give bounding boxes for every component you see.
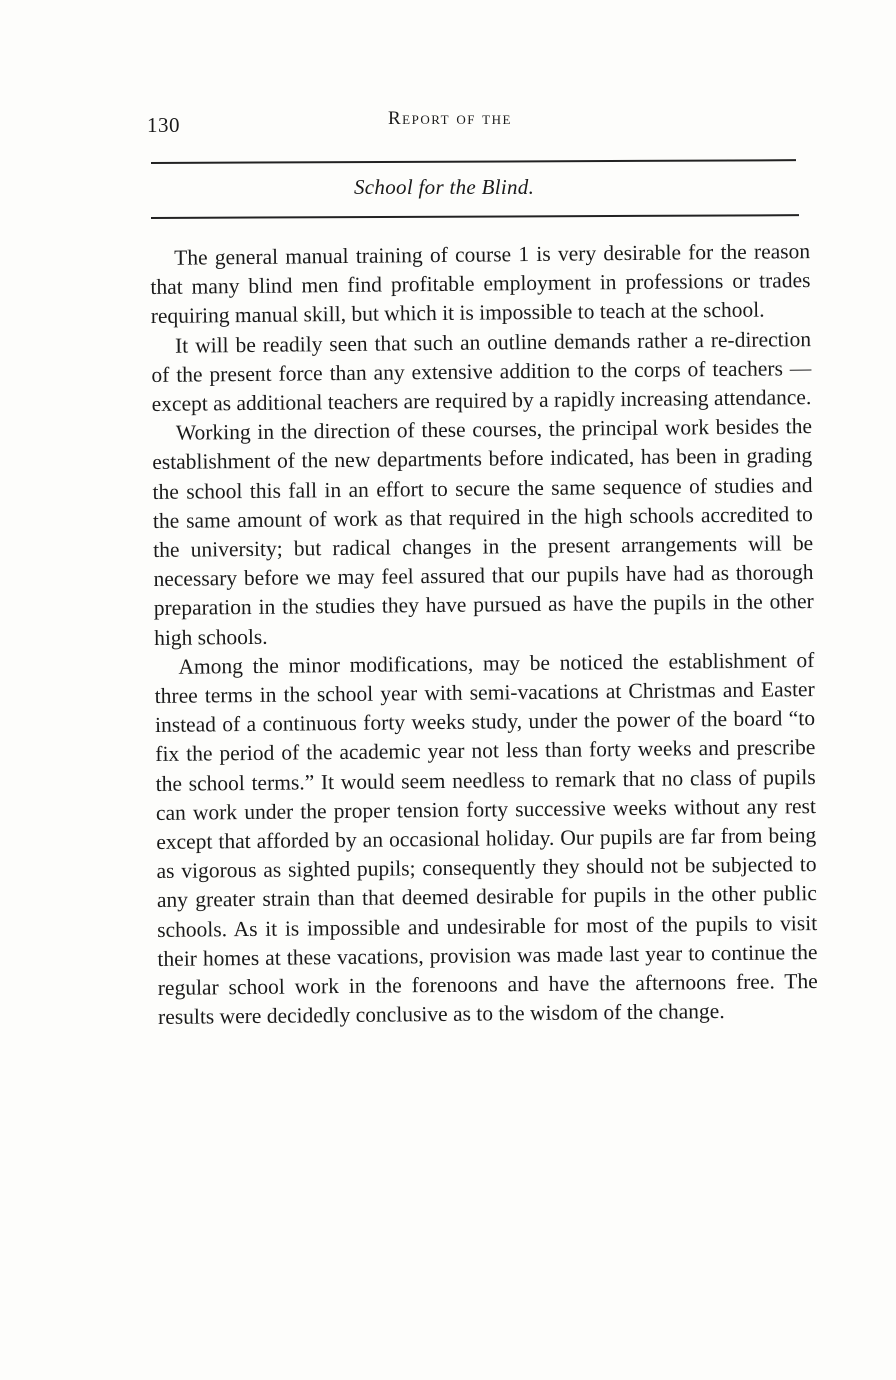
section-title: School for the Blind. <box>354 175 535 199</box>
header-rule-top <box>151 159 796 164</box>
paragraph: Among the minor modifications, may be noticed the establishment of three terms in the school year with semi-vacations at Christmas and Easter instead of a continuous forty weeks study, under the power of the board “to fix the period of the academic year not less than forty weeks and prescribe the school terms.” It would seem needless to remark that no class of pupils can work under the proper tension forty successive weeks without any rest except that afforded by an occasional holiday. Our pupils are far from being as vigorous as sighted pupils; consequently they should not be subjected to any greater strain than that deemed desirable for pupils in the other public schools. As it is impossible and undesirable for most of the pupils to visit their homes at these vacations, provision was made last year to continue the regular school work in the forenoons and have the afternoons free. The results were decidedly conclusive as to the wisdom of the change. <box>154 647 818 1030</box>
body-text <box>150 237 818 1032</box>
paragraph: The general manual training of course 1 is very desirable for the reason that many blind men find profitable employment in professions or trades requiring manual skill, but which it is impossible to teach at the school. <box>150 239 811 329</box>
paragraph: It will be readily seen that such an outline demands rather a re-direction of the present force than any extensive addition to the corps of teachers — except as additional teachers are required by a rapidly increasing attendance. <box>151 326 812 417</box>
page-number: 130 <box>147 113 180 137</box>
running-head: Report of the <box>388 108 512 129</box>
header-rule-bottom <box>151 214 799 219</box>
paragraph: Working in the direction of these courses, the principal work besides the establishment of the new departments before indicated, has been in grading the school this fall in an effort to secure the same sequence of studies and the same amount of work as that required in the high schools accredited to the university; but radical changes in the present arrangements will be necessary before we may feel assured that our pupils have had as thorough preparation in the studies they have pursued as have the pupils in the other high schools. <box>152 414 814 650</box>
